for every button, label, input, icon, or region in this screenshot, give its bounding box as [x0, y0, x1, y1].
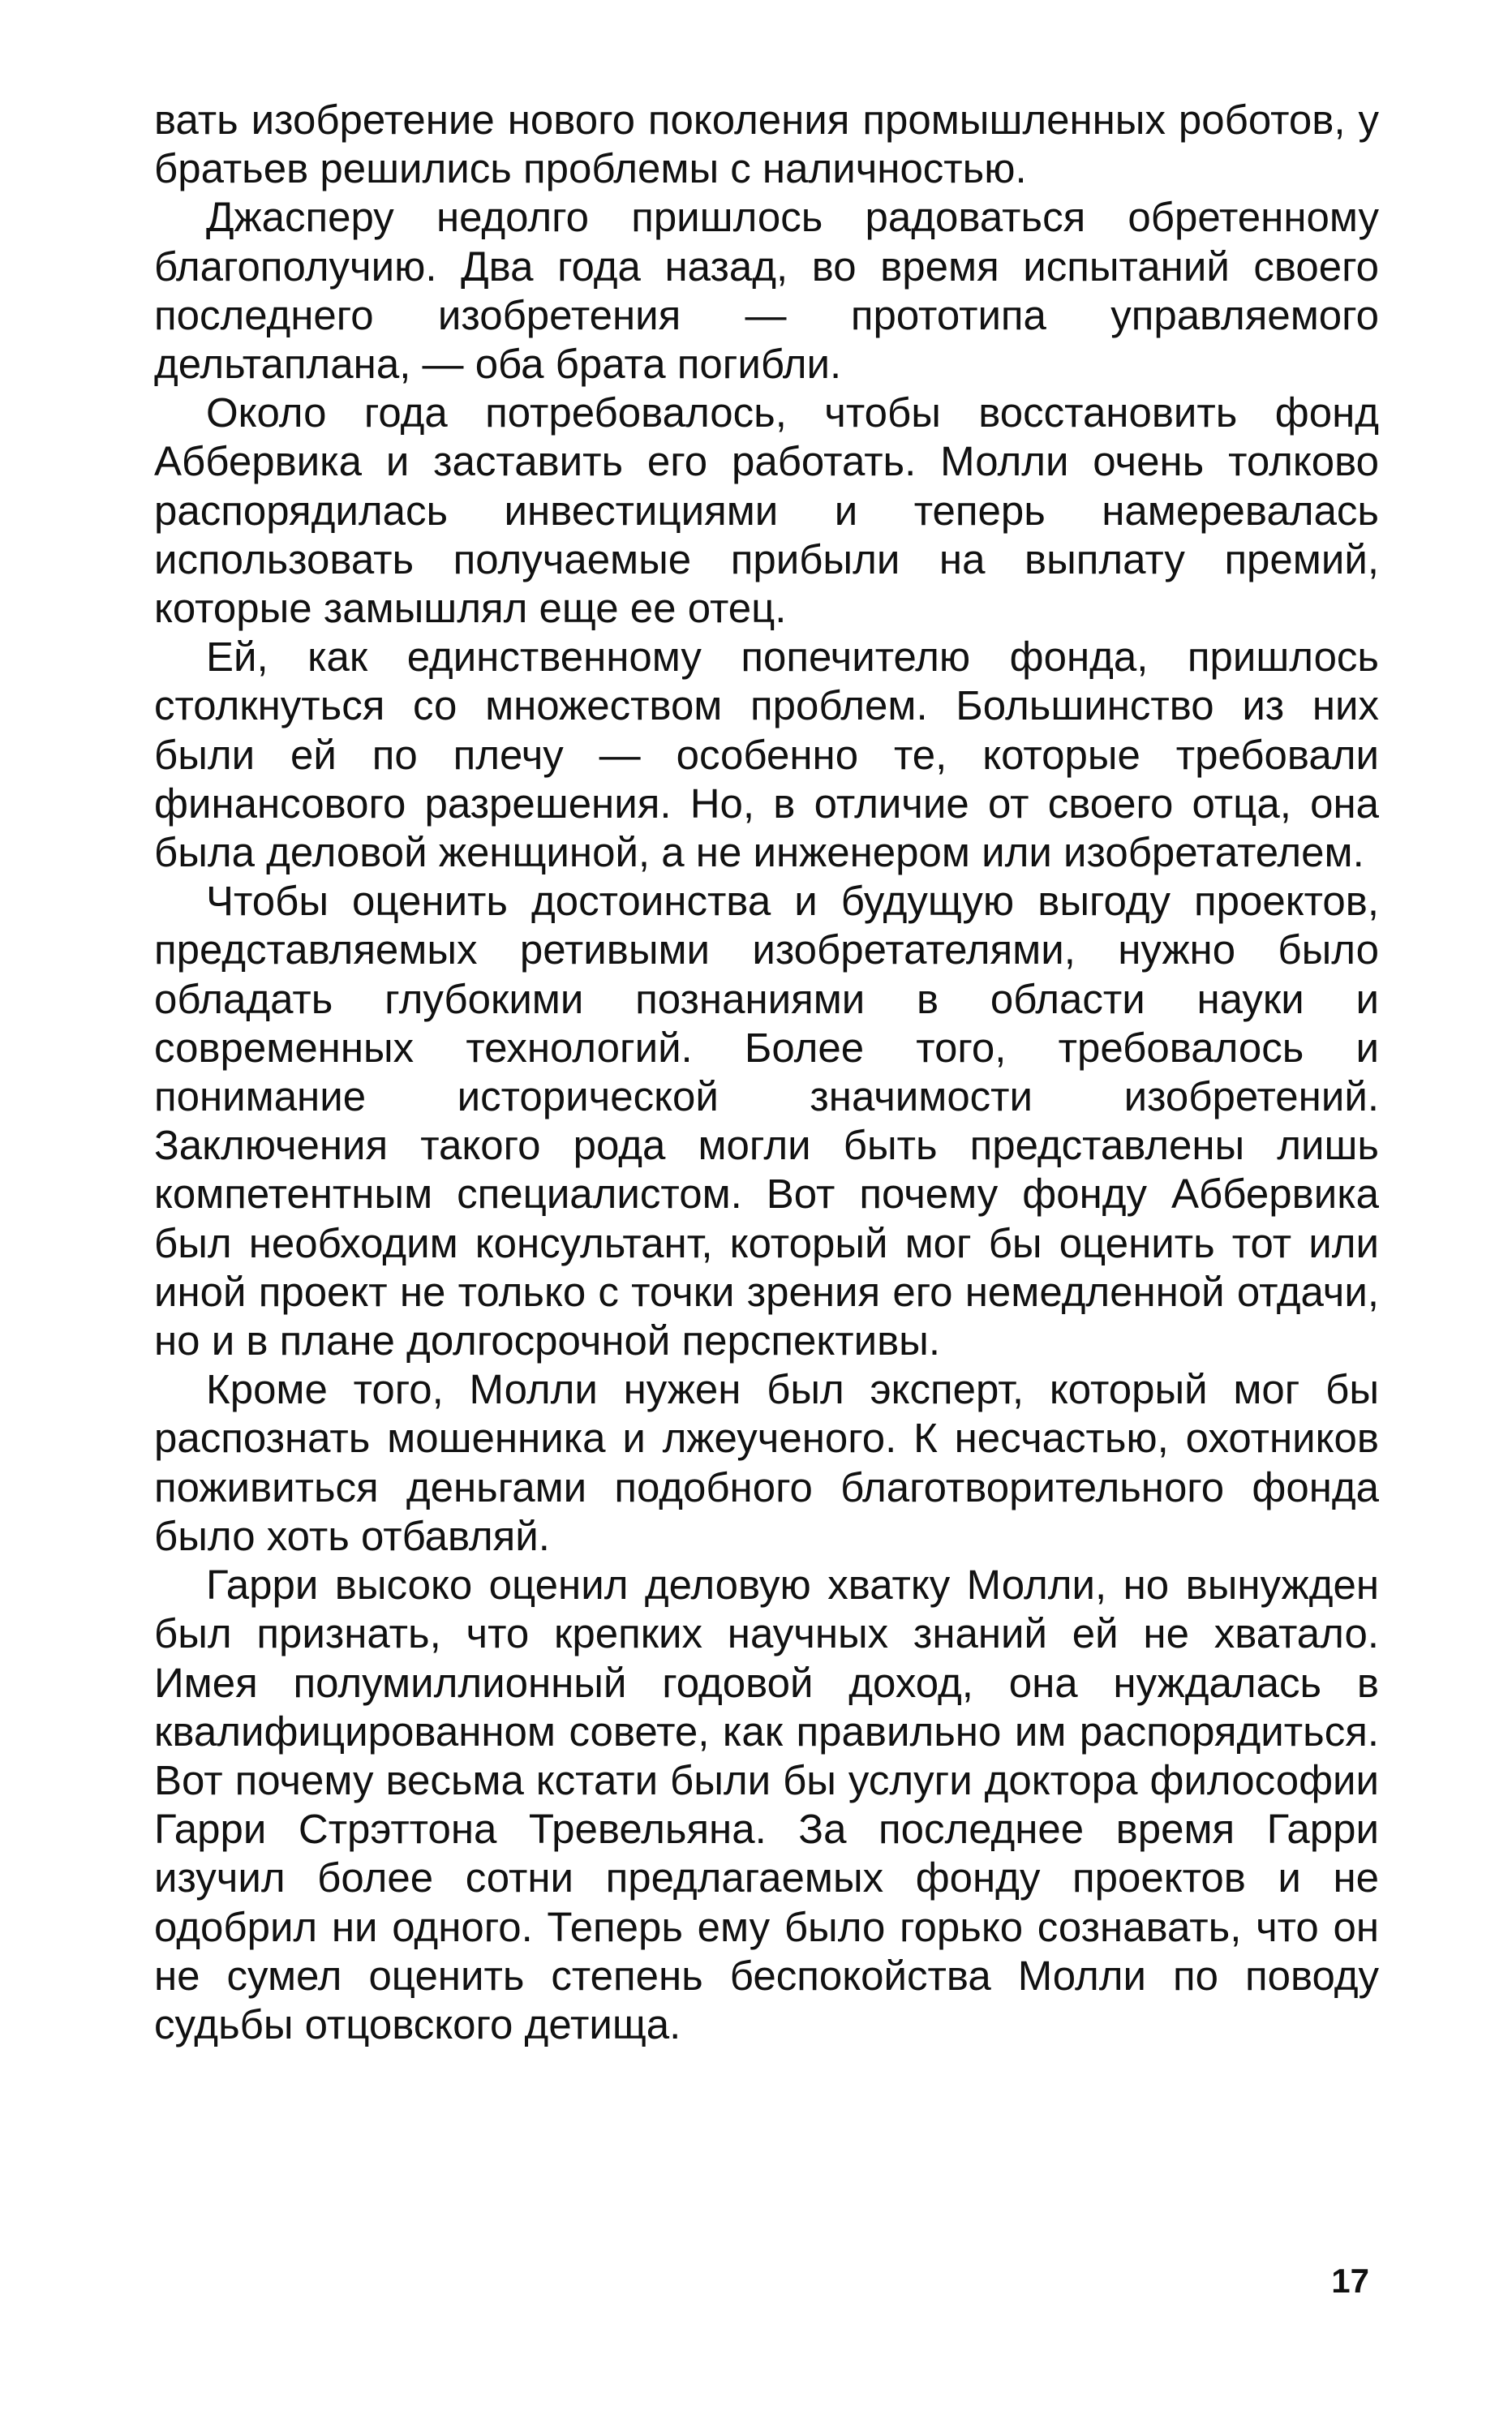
paragraph-1: вать изобретение нового поколения промышленных роботов, у братьев решились проблемы с наличностью. [154, 97, 1379, 192]
paragraph-6: Кроме того, Молли нужен был эксперт, который мог бы распознать мошенника и лжеученого. К несчастью, охотников поживиться деньгами подобного благотворительного фонда было хоть отбавляй. [154, 1366, 1379, 1559]
paragraph-5: Чтобы оценить достоинства и будущую выгоду проектов, представляемых ретивыми изобретателями, нужно было обладать глубокими познаниями в области науки и современных технологий. Более того, требовалось и понимание исторической значимости изобретений. Заключения такого рода могли быть представлены лишь компетентным специалистом. Вот почему фонду Аббервика был необходим консультант, который мог бы оценить тот или иной проект не только с точки зрения его немедленной отдачи, но и в плане долгосрочной перспективы. [154, 878, 1379, 1364]
paragraph-2: Джасперу недолго пришлось радоваться обретенному благополучию. Два года назад, во время испытаний своего последнего изобретения — прототипа управляемого дельтаплана, — оба брата погибли. [154, 194, 1379, 388]
paragraph-4: Ей, как единственному попечителю фонда, пришлось столкнуться со множеством проблем. Большинство из них были ей по плечу — особенно те, которые требовали финансового разрешения. Но, в отличие от своего отца, она была деловой женщиной, а не инженером или изобретателем. [154, 634, 1379, 876]
paragraph-7: Гарри высоко оценил деловую хватку Молли, но вынужден был признать, что крепких научных знаний ей не хватало. Имея полумиллионный годовой доход, она нуждалась в квалифицированном совете, как правильно им распорядиться. Вот почему весьма кстати были бы услуги доктора философии Гарри Стрэттона Тревельяна. За последнее время Гарри изучил более сотни предлагаемых фонду проектов и не одобрил ни одного. Теперь ему было горько сознавать, что он не сумел оценить степень беспокойства Молли по поводу судьбы отцовского детища. [154, 1562, 1379, 2047]
paragraph-3: Около года потребовалось, чтобы восстановить фонд Аббервика и заставить его работать. Молли очень толково распорядилась инвестициями и теперь намеревалась использовать получаемые прибыли на выплату премий, которые замышлял еще ее отец. [154, 389, 1379, 632]
body-text [154, 96, 1379, 2049]
page-number: 17 [1331, 2262, 1369, 2300]
